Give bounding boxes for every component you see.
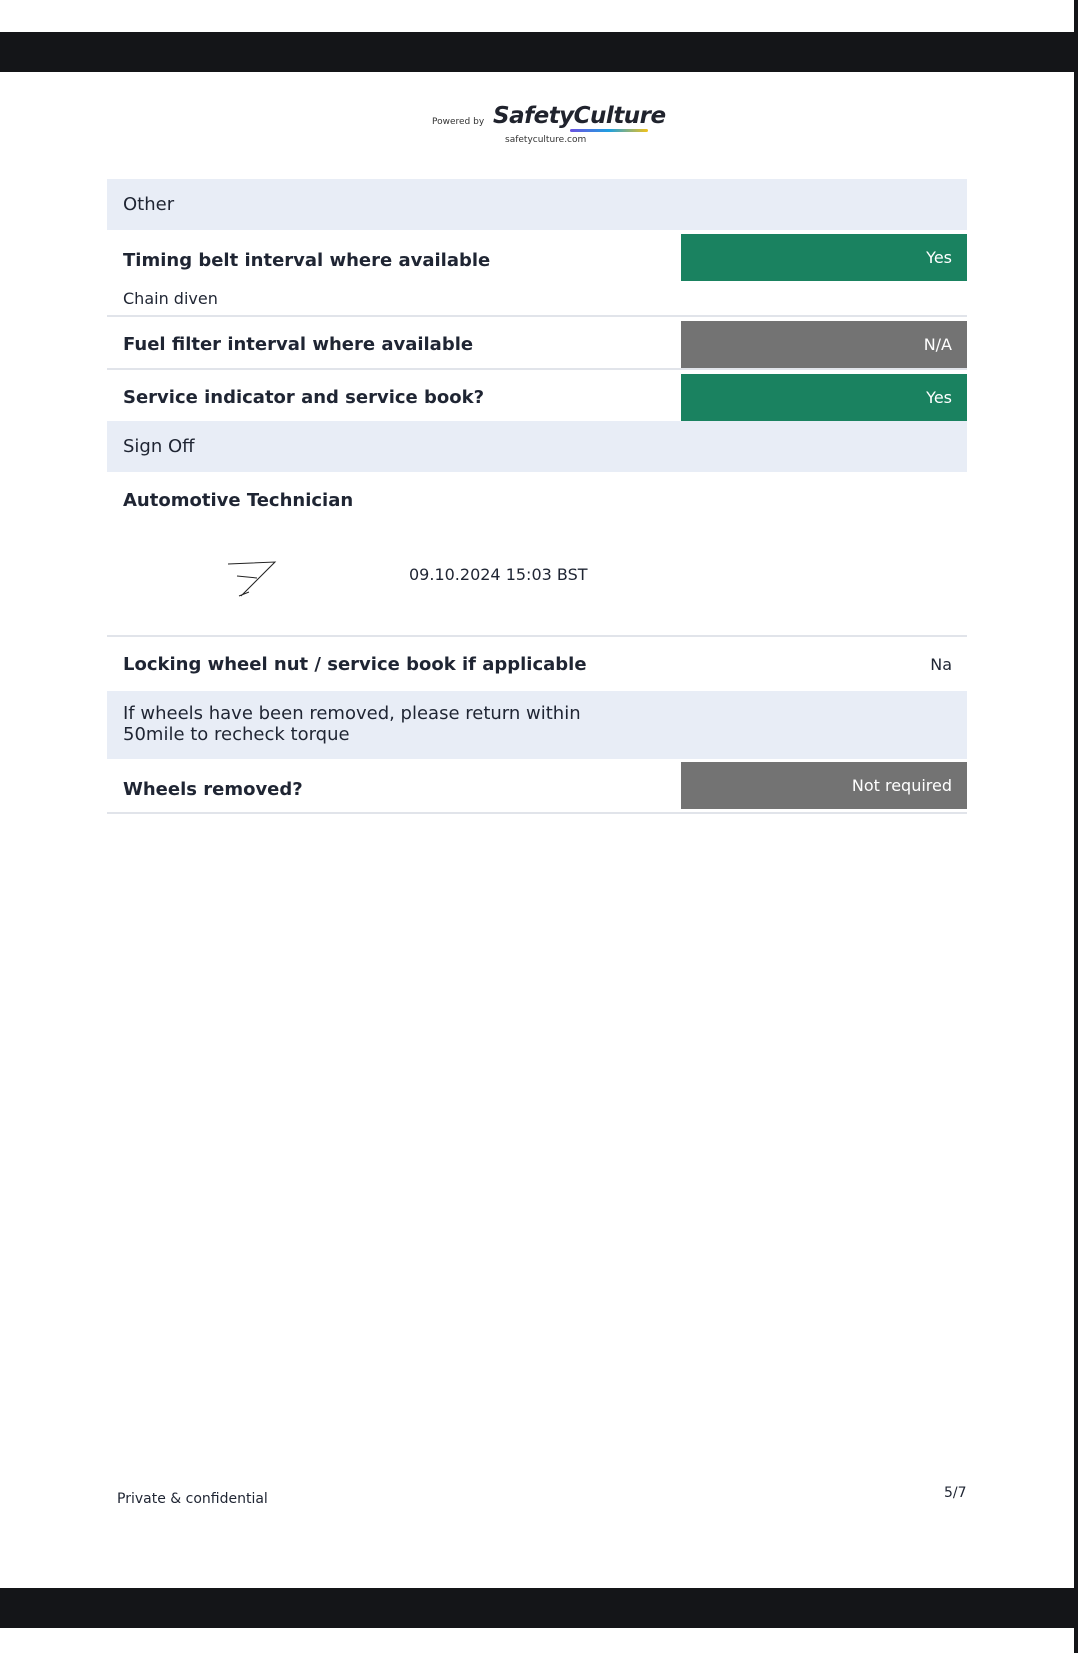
question-wheels-removed <box>107 759 967 814</box>
response-text: Na <box>930 654 952 674</box>
page-number: 5/7 <box>944 1485 967 1501</box>
signature-block <box>107 472 967 637</box>
section-title: Other <box>123 194 175 215</box>
notice-banner <box>107 691 967 759</box>
question-label: Service indicator and service book? <box>123 387 485 408</box>
report-content <box>107 179 967 814</box>
section-title: Sign Off <box>123 436 195 457</box>
response-badge: Not required <box>681 762 967 809</box>
question-service-indicator <box>107 370 967 421</box>
question-label: Fuel filter interval where available <box>123 334 474 355</box>
signature-image <box>227 556 287 600</box>
viewer-top-bar <box>0 32 1074 72</box>
logo-underline <box>570 129 648 132</box>
question-label: Locking wheel nut / service book if applicable <box>123 653 587 675</box>
section-other <box>107 179 967 230</box>
question-timing-belt <box>107 234 967 317</box>
question-locking-wheel-nut <box>107 637 967 691</box>
section-sign-off <box>107 421 967 472</box>
signature-timestamp: 09.10.2024 15:03 BST <box>409 565 588 584</box>
response-badge: Yes <box>681 374 967 421</box>
powered-by-text: Powered by <box>432 117 485 127</box>
footer-confidential: Private & confidential <box>117 1491 268 1507</box>
response-badge: Yes <box>681 234 967 281</box>
question-label: Timing belt interval where available <box>123 250 491 271</box>
question-note: Chain diven <box>123 288 218 308</box>
logo-url: safetyculture.com <box>505 135 587 145</box>
response-badge: N/A <box>681 321 967 368</box>
signature-title: Automotive Technician <box>123 490 354 511</box>
notice-text: If wheels have been removed, please return within 50mile to recheck torque <box>123 703 581 745</box>
question-label: Wheels removed? <box>123 778 303 800</box>
viewer-scroll-edge <box>1074 0 1078 1653</box>
safetyculture-logo: SafetyCulture <box>493 103 666 129</box>
viewer-bottom-bar <box>0 1588 1074 1628</box>
question-fuel-filter <box>107 317 967 370</box>
